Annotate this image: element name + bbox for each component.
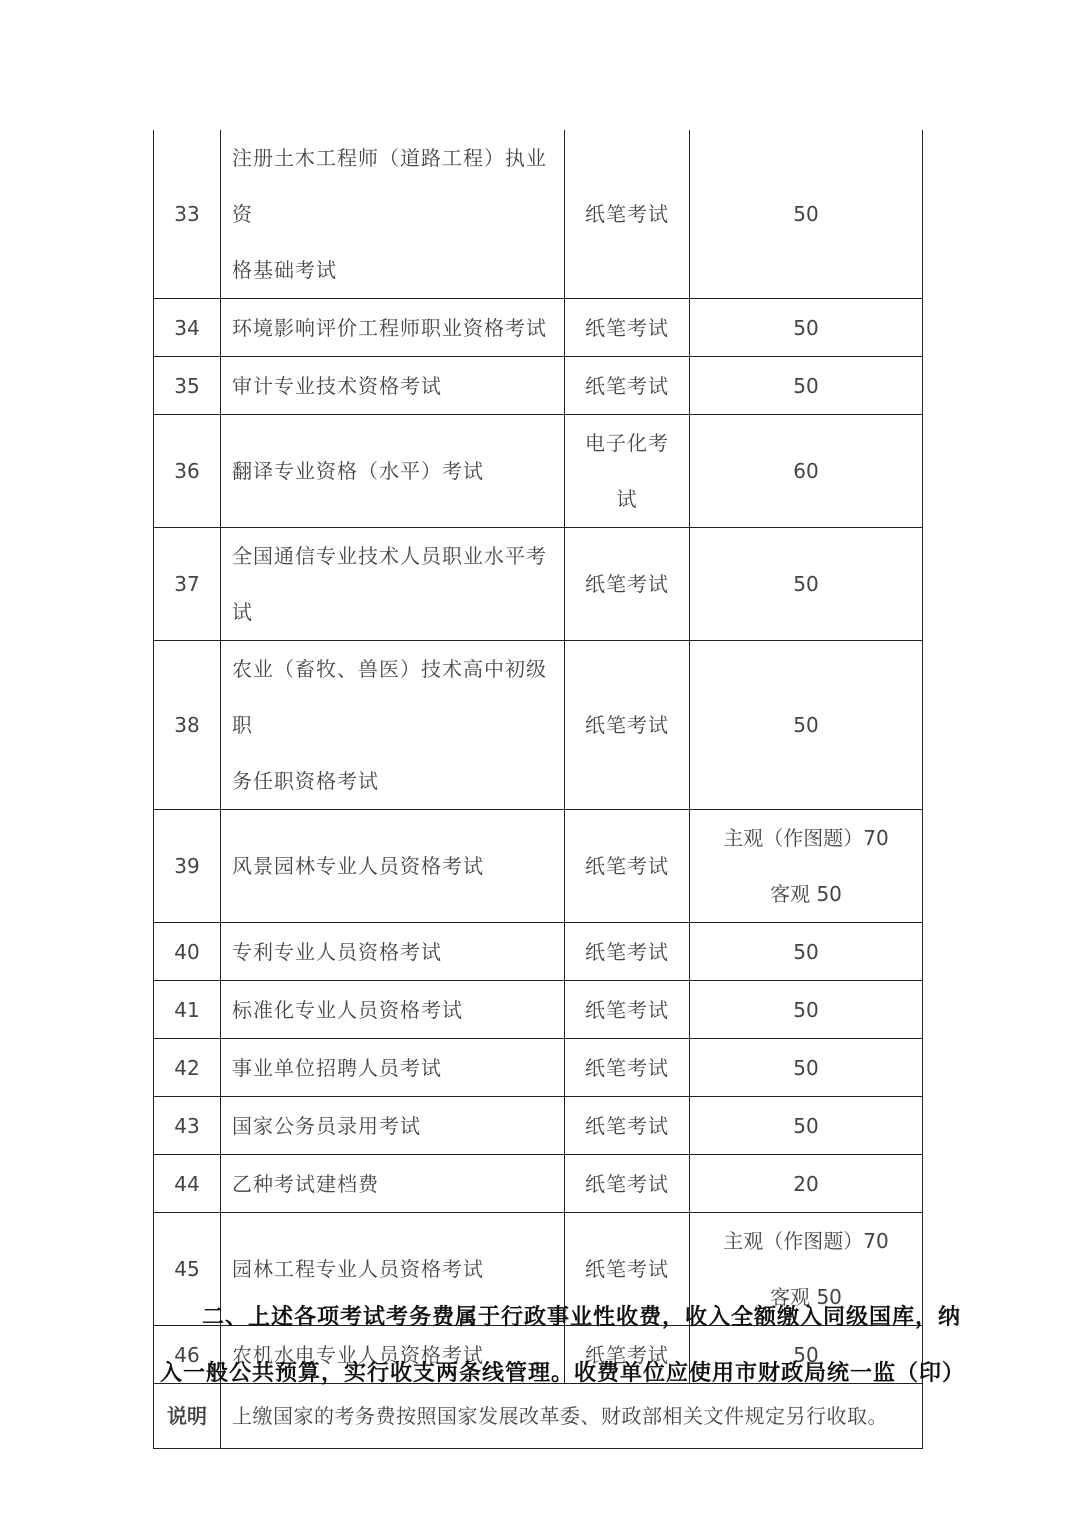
exam-fee	[690, 1097, 923, 1155]
exam-name-line: 试	[232, 600, 253, 624]
exam-name-line: 格基础考试	[232, 258, 337, 282]
exam-name-line: 专利专业人员资格考试	[232, 939, 442, 964]
exam-fee-line: 客观 50	[770, 1285, 842, 1309]
row-number: 45	[154, 1213, 221, 1326]
exam-mode	[565, 641, 690, 810]
exam-fee	[690, 130, 923, 299]
exam-mode-line: 纸笔考试	[585, 202, 669, 226]
exam-mode	[565, 810, 690, 923]
exam-name	[221, 641, 565, 810]
exam-mode-line: 纸笔考试	[585, 713, 669, 737]
exam-mode-line: 纸笔考试	[585, 1257, 669, 1281]
exam-mode-line: 纸笔考试	[585, 1055, 669, 1080]
exam-name-line: 风景园林专业人员资格考试	[232, 854, 484, 878]
exam-fee-line: 20	[793, 1171, 819, 1196]
exam-name-line: 务任职资格考试	[232, 769, 379, 793]
exam-name-line: 环境影响评价工程师职业资格考试	[232, 315, 547, 340]
exam-fee	[690, 299, 923, 357]
row-number: 35	[154, 357, 221, 415]
exam-mode-line: 纸笔考试	[585, 1171, 669, 1196]
note-label: 说明	[154, 1384, 221, 1449]
exam-mode	[565, 1097, 690, 1155]
exam-name	[221, 1039, 565, 1097]
exam-name	[221, 981, 565, 1039]
exam-mode-line: 纸笔考试	[585, 1113, 669, 1138]
exam-name-line: 翻译专业资格（水平）考试	[232, 459, 484, 483]
table-row	[154, 1155, 923, 1213]
exam-fee-line: 客观 50	[770, 882, 842, 906]
exam-mode	[565, 130, 690, 299]
exam-name	[221, 923, 565, 981]
exam-fee	[690, 528, 923, 641]
exam-mode	[565, 1155, 690, 1213]
note-row	[154, 1384, 923, 1449]
exam-fee	[690, 1039, 923, 1097]
exam-mode-line: 纸笔考试	[585, 939, 669, 964]
exam-fee-line: 50	[793, 572, 819, 596]
table-row	[154, 415, 923, 528]
exam-name-line: 审计专业技术资格考试	[232, 373, 442, 398]
row-number: 42	[154, 1039, 221, 1097]
exam-name	[221, 810, 565, 923]
table-row	[154, 357, 923, 415]
exam-name-line: 全国通信专业技术人员职业水平考	[232, 544, 547, 568]
note-text: 上缴国家的考务费按照国家发展改革委、财政部相关文件规定另行收取。	[221, 1384, 923, 1449]
table-row	[154, 299, 923, 357]
row-number: 41	[154, 981, 221, 1039]
exam-fee	[690, 1155, 923, 1213]
row-number: 46	[154, 1326, 221, 1384]
row-number: 37	[154, 528, 221, 641]
paragraph: 入一般公共预算，实行收支两条线管理。收费单位应使用市财政局统一监（印）	[160, 1361, 966, 1386]
table-row	[154, 528, 923, 641]
table-row	[154, 641, 923, 810]
exam-name	[221, 528, 565, 641]
exam-mode	[565, 415, 690, 528]
exam-name-line: 注册土木工程师（道路工程）执业资	[232, 146, 547, 226]
exam-name-line: 农业（畜牧、兽医）技术高中初级职	[232, 657, 547, 737]
exam-mode-line: 纸笔考试	[585, 373, 669, 398]
row-number: 39	[154, 810, 221, 923]
exam-fee	[690, 923, 923, 981]
paragraph: 二、上述各项考试考务费属于行政事业性收费，收入全额缴入同级国库，纳	[202, 1305, 962, 1330]
exam-name	[221, 1155, 565, 1213]
exam-name	[221, 1097, 565, 1155]
table-row	[154, 130, 923, 299]
exam-mode-line: 纸笔考试	[585, 997, 669, 1022]
exam-fee-line: 50	[793, 997, 819, 1022]
table-row	[154, 1039, 923, 1097]
exam-name	[221, 415, 565, 528]
exam-fee	[690, 357, 923, 415]
exam-mode	[565, 528, 690, 641]
exam-fee-line: 50	[793, 1342, 819, 1367]
table-row	[154, 1097, 923, 1155]
table-row	[154, 923, 923, 981]
row-number: 33	[154, 130, 221, 299]
row-number: 43	[154, 1097, 221, 1155]
exam-mode-line: 纸笔考试	[585, 315, 669, 340]
exam-fee-line: 50	[793, 939, 819, 964]
exam-fee-line: 50	[793, 713, 819, 737]
exam-fee-table	[153, 130, 966, 1449]
exam-fee-line: 50	[793, 1055, 819, 1080]
table-row	[154, 810, 923, 923]
row-number: 36	[154, 415, 221, 528]
exam-mode	[565, 1039, 690, 1097]
exam-fee-line: 主观（作图题）70	[723, 1229, 889, 1253]
exam-fee	[690, 641, 923, 810]
row-number: 44	[154, 1155, 221, 1213]
exam-fee-line: 50	[793, 202, 819, 226]
exam-mode-line: 纸笔考试	[585, 572, 669, 596]
exam-name-line: 农机水电专业人员资格考试	[232, 1342, 484, 1367]
exam-mode-line: 试	[616, 487, 638, 511]
row-number: 40	[154, 923, 221, 981]
exam-name-line: 乙种考试建档费	[232, 1171, 379, 1196]
exam-fee	[690, 415, 923, 528]
exam-mode-line: 纸笔考试	[585, 854, 669, 878]
exam-mode	[565, 981, 690, 1039]
table-body	[154, 130, 966, 1449]
exam-fee-line: 50	[793, 1113, 819, 1138]
exam-mode	[565, 299, 690, 357]
exam-fee	[690, 981, 923, 1039]
exam-fee-line: 50	[793, 373, 819, 398]
exam-name-line: 事业单位招聘人员考试	[232, 1055, 442, 1080]
exam-name	[221, 357, 565, 415]
exam-name-line: 园林工程专业人员资格考试	[232, 1257, 484, 1281]
exam-mode	[565, 923, 690, 981]
exam-mode-line: 纸笔考试	[585, 1342, 669, 1367]
exam-name-line: 标准化专业人员资格考试	[232, 997, 463, 1022]
exam-name	[221, 299, 565, 357]
table-row	[154, 981, 923, 1039]
row-number: 38	[154, 641, 221, 810]
exam-fee-line: 50	[793, 315, 819, 340]
row-number: 34	[154, 299, 221, 357]
exam-mode-line: 电子化考	[585, 431, 669, 455]
exam-fee	[690, 810, 923, 923]
exam-name	[221, 130, 565, 299]
exam-fee-line: 主观（作图题）70	[723, 826, 889, 850]
exam-name-line: 国家公务员录用考试	[232, 1113, 421, 1138]
exam-fee-line: 60	[793, 459, 819, 483]
exam-mode	[565, 357, 690, 415]
